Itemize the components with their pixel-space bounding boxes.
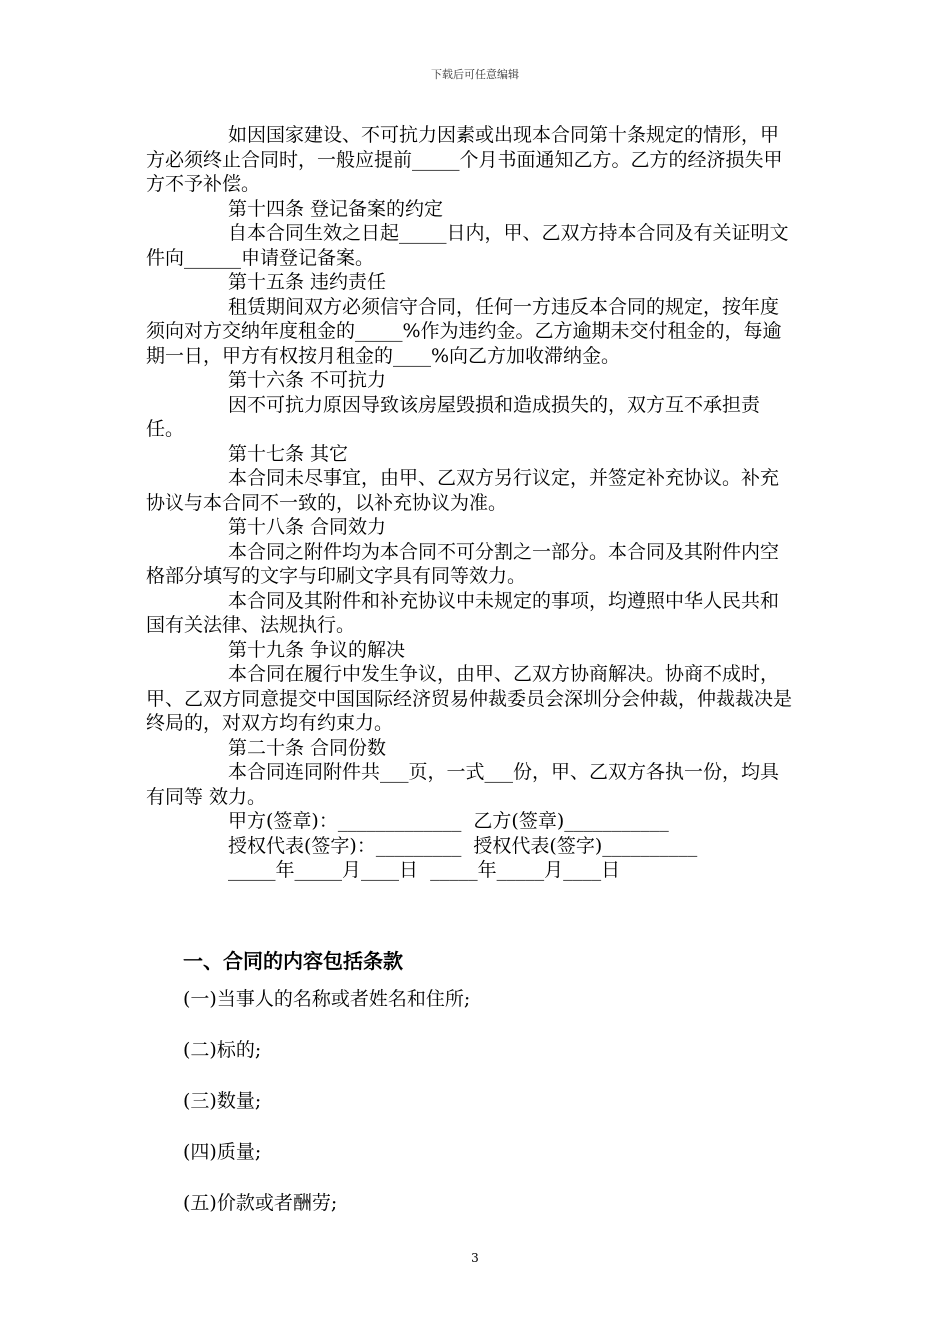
paragraph: 本合同及其附件和补充协议中未规定的事项，均遵照中华人民共和国有关法律、法规执行。 bbox=[146, 589, 780, 636]
contract-terms-section bbox=[183, 945, 803, 1242]
paragraph: 因不可抗力原因导致该房屋毁损和造成损失的，双方互不承担责任。 bbox=[146, 393, 761, 440]
terms-list bbox=[183, 987, 803, 1242]
article-heading: 第二十条 合同份数 bbox=[228, 736, 387, 759]
paragraph: 自本合同生效之日起_____日内，甲、乙双方持本合同及有关证明文件向______申请登记备案。 bbox=[146, 222, 789, 269]
paragraph: 租赁期间双方必须信守合同，任何一方违反本合同的规定，按年度须向对方交纳年度租金的_____%作为违约金。乙方逾期未交付租金的，每逾期一日，甲方有权按月租金的____%向乙方加收滞纳金。 bbox=[146, 295, 782, 367]
article-heading: 第十六条 不可抗力 bbox=[228, 369, 387, 391]
paragraph: 如因国家建设、不可抗力因素或出现本合同第十条规定的情形，甲方必须终止合同时，一般应提前_____个月书面通知乙方。乙方的经济损失甲方不予补偿。 bbox=[146, 124, 783, 195]
paragraph: 本合同未尽事宜，由甲、乙双方另行议定，并签定补充协议。补充协议与本合同不一致的，以补充协议为准。 bbox=[146, 467, 780, 514]
article-heading: 第十五条 违约责任 bbox=[228, 271, 387, 293]
contract-body bbox=[146, 123, 794, 883]
signature-representative-line: 授权代表(签字)：_________ 授权代表(签字)__________ bbox=[228, 834, 698, 857]
paragraph: 本合同之附件均为本合同不可分割之一部分。本合同及其附件内空格部分填写的文字与印刷文字具有同等效力。 bbox=[146, 540, 780, 587]
page-header: 下载后可任意编辑 bbox=[431, 68, 519, 81]
signature-party-line: 甲方(签章)：_____________ 乙方(签章)___________ bbox=[228, 810, 669, 832]
article-heading: 第十九条 争议的解决 bbox=[228, 638, 406, 661]
list-item: (四)质量; bbox=[183, 1141, 262, 1163]
paragraph: 本合同连同附件共___页，一式___份，甲、乙双方各执一份，均具有同等 效力。 bbox=[146, 761, 780, 808]
list-item: (三)数量; bbox=[183, 1090, 262, 1112]
article-heading: 第十八条 合同效力 bbox=[228, 516, 387, 538]
article-heading: 第十七条 其它 bbox=[228, 442, 349, 465]
list-item: (五)价款或者酬劳; bbox=[183, 1192, 338, 1214]
list-item: (二)标的; bbox=[183, 1039, 262, 1061]
section-title: 一、合同的内容包括条款 bbox=[183, 949, 403, 973]
paragraph: 本合同在履行中发生争议，由甲、乙双方协商解决。协商不成时，甲、乙双方同意提交中国国际经济贸易仲裁委员会深圳分会仲裁，仲裁裁决是终局的，对双方均有约束力。 bbox=[146, 663, 793, 734]
page-number: 3 bbox=[471, 1251, 479, 1265]
article-heading: 第十四条 登记备案的约定 bbox=[228, 197, 444, 220]
signature-date-line: _____年_____月____日 _____年_____月____日 bbox=[228, 859, 621, 881]
list-item: (一)当事人的名称或者姓名和住所; bbox=[183, 988, 471, 1010]
